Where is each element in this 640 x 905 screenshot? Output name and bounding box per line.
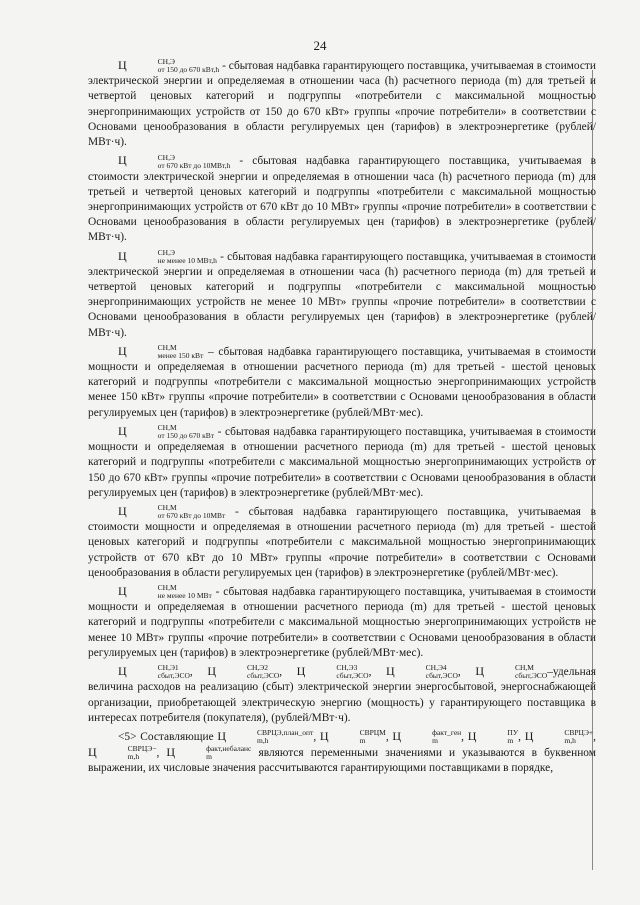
price-symbol: Ц СН,М от 150 до 670 кВт	[118, 423, 215, 441]
paragraph-text: являются переменными значениями и указываются в буквенном выражении, их числовые значения рассчитываются гарантирующими поставщиками в порядке,	[88, 747, 596, 775]
paragraph-text: - сбытовая надбавка гарантирующего поставщика, учитываемая в стоимости мощности и определяемая в отношении расчетного периода (m) для третьей - шестой ценовых категорий и подгруппы «потребители с максимальной мощностью энергопринимающих устройств от 670 кВт до 10 МВт» группы «прочие потребители» в соответствии с Основами ценообразования в области регулируемых цен (тарифов) в электроэнергетике (рублей/МВт·мес).	[88, 505, 596, 579]
paragraph-item-5	[88, 424, 596, 501]
price-symbol: Ц СН,М от 670 кВт до 10МВт	[118, 503, 226, 521]
price-symbol: Ц СН,Э не менее 10 МВт,h	[118, 247, 217, 265]
price-symbol: Ц СН,М не менее 10 МВт	[118, 583, 212, 601]
paragraph-item-6	[88, 504, 596, 581]
paragraph-item-1	[88, 58, 596, 150]
price-symbol: Ц СН,Э2 сбыт,ЭСО	[207, 663, 280, 681]
paragraph-item-7	[88, 584, 596, 661]
price-symbol: Ц СН,Э1 сбыт,ЭСО	[118, 663, 190, 681]
paragraph-sbyt: Ц СН,Э1 сбыт,ЭСО , Ц СН,Э2 сбыт,ЭСО , Ц СН,Э3 сбыт,ЭСО , Ц СН,Э4 сбыт,ЭСО , Ц СН,М сбыт,ЭСО –удельная величина расходов на реализацию (сбыт) электрической энергии энергосбытовой, энергоснабжающей организации, приобретающей электрическую энергию (мощность) у гарантирующего поставщика в интересах потребителя (покупателя), (рублей/МВт·ч).	[88, 663, 597, 724]
price-symbol: Ц СВРЦЭ+ m,h	[524, 728, 594, 746]
price-symbol: Ц СВРЦЭ,план_опт m,h	[217, 728, 314, 746]
price-symbol: Ц СВРЦМ m	[319, 728, 386, 746]
price-symbol: Ц СН,Э от 670 кВт до 10МВт,h	[118, 152, 231, 170]
price-symbol: Ц СН,Э3 сбыт,ЭСО	[296, 663, 369, 681]
page-number: 24	[313, 38, 327, 53]
paragraph-text: - сбытовая надбавка гарантирующего поставщика, учитываемая в стоимости электрической энергии и определяемая в отношении часа (h) расчетного периода (m) для третьей и четвертой ценовых категорий и подгруппы «потребители с максимальной мощностью энергопринимающих устройств от 150 до 670 кВт» группы «прочие потребители» в соответствии с Основами ценообразования в области регулируемых цен (тарифов) в электроэнергетике (рублей/МВт·ч).	[88, 60, 596, 149]
paragraph-text: –удельная величина расходов на реализацию (сбыт) электрической энергии энергосбытовой, энергоснабжающей организации, приобретающей электрическую энергию (мощность) у гарантирующего поставщика в интересах потребителя (покупателя), (рублей/МВт·ч).	[88, 666, 597, 724]
price-symbol: Ц ПУ m	[467, 728, 519, 746]
price-symbol: Ц СН,М менее 150 кВт	[118, 343, 204, 361]
paragraph-text: – сбытовая надбавка гарантирующего поставщика, учитываемая в стоимости мощности и определяемая в отношении расчетного периода (m) для третьей - шестой ценовых категорий и подгруппы «потребители с максимальной мощностью энергопринимающих устройств менее 150 кВт» группы «прочие потребители» в соответствии с Основами ценообразования в области регулируемых цен (тарифов) в электроэнергетике (рублей/МВт·мес).	[88, 345, 596, 419]
document-body	[88, 58, 596, 777]
price-symbol: Ц СН,Э от 150 до 670 кВт,h	[118, 57, 220, 75]
paragraph-item-2	[88, 153, 596, 245]
price-symbol: Ц СН,Э4 сбыт,ЭСО	[385, 663, 458, 681]
price-symbol: Ц СН,М сбыт,ЭСО	[475, 663, 548, 681]
paragraph-text: - сбытовая надбавка гарантирующего поставщика, учитываемая в стоимости электрической энергии и определяемая в отношении часа (h) расчетного периода (m) для третьей и четвертой ценовых категорий и подгруппы «потребители с максимальной мощностью энергопринимающих устройств от 670 кВт до 10 МВт» группы «прочие потребители» в соответствии с Основами ценообразования в области регулируемых цен (тарифов) в электроэнергетике (рублей/МВт·ч).	[88, 155, 596, 244]
price-symbol: Ц факт_ген m	[392, 728, 462, 746]
paragraph-text: - сбытовая надбавка гарантирующего поставщика, учитываемая в стоимости мощности и определяемая в отношении расчетного периода (m) для третьей - шестой ценовых категорий и подгруппы «потребители с максимальной мощностью энергопринимающих устройств не менее 10 МВт» группы «прочие потребители» в соответствии с Основами ценообразования в области регулируемых цен (тарифов) в электроэнергетике (рублей/МВт·мес).	[88, 585, 596, 659]
price-symbol: Ц СВРЦЭ− m,h	[88, 744, 157, 762]
paragraph-text: - сбытовая надбавка гарантирующего поставщика, учитываемая в стоимости электрической энергии и определяемая в отношении часа (h) расчетного периода (m) для третьей и четвертой ценовых категорий и подгруппы «потребители с максимальной мощностью энергопринимающих устройств не менее 10 МВт» группы «прочие потребители» в соответствии с Основами ценообразования в области регулируемых цен (тарифов) в электроэнергетике (рублей/МВт·ч).	[88, 250, 596, 339]
note-label: <5> Составляющие	[118, 730, 214, 743]
paragraph-note-5: <5> Составляющие Ц СВРЦЭ,план_опт m,h , Ц СВРЦМ m , Ц факт_ген m , Ц ПУ m , Ц СВРЦЭ+ m,h , Ц СВРЦЭ− m,h , Ц факт,небаланс m являются переменными значениями и указываются в буквенном выражении, их числовые значения рассчитываются гарантирующими поставщиками в порядке,	[88, 728, 597, 775]
paragraph-item-4	[88, 344, 596, 421]
paragraph-text: - сбытовая надбавка гарантирующего поставщика, учитываемая в стоимости мощности и определяемая в отношении расчетного периода (m) для третьей - шестой ценовых категорий и подгруппы «потребители с максимальной мощностью энергопринимающих устройств от 150 до 670 кВт» группы «прочие потребители» в соответствии с Основами ценообразования в области регулируемых цен (тарифов) в электроэнергетике (рублей/МВт·мес).	[88, 425, 596, 499]
paragraph-item-3	[88, 249, 596, 341]
price-symbol: Ц факт,небаланс m	[166, 744, 252, 762]
